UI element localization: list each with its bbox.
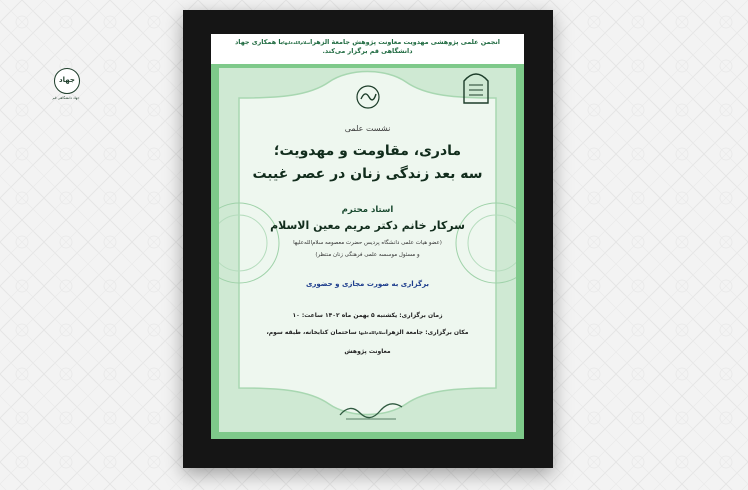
organizer-department: معاونت پژوهش xyxy=(344,348,391,355)
event-mode: برگزاری به صورت مجازی و حضوری xyxy=(305,280,430,288)
header-line-2: دانشگاهی قم برگزار می‌کند. xyxy=(322,47,413,55)
speaker-affiliation-1: (عضو هیات علمی دانشگاه پردیس حضرت معصومه سلام‌الله‌علیها xyxy=(293,240,442,246)
jahad-logo: جهاد xyxy=(54,68,80,94)
ornament-arch xyxy=(219,68,516,432)
event-type: نشست علمی xyxy=(344,124,391,133)
header-band xyxy=(211,34,524,64)
speaker-affiliation-2: و مسئول موسسه علمی فرهنگی زنان منتظر) xyxy=(315,252,420,258)
event-title-line-1: مادری، مقاومت و مهدویت؛ xyxy=(273,143,462,159)
jahad-logo-caption: جهاد دانشگاهی قم xyxy=(52,96,80,100)
event-title-line-2: سه بعد زندگی زنان در عصر غیبت xyxy=(252,166,483,182)
header-line-1: انجمن علمی پژوهشی مهدویت معاونت پژوهش جامعة الزهراسلام‌الله‌علیهابا همکاری جهاد xyxy=(235,38,500,46)
speaker-honorific: استاد محترم xyxy=(341,205,394,215)
speaker-name: سرکار خانم دکتر مریم معین الاسلام xyxy=(270,219,465,232)
event-place: مکان برگزاری: جامعة الزهراسلام‌الله‌علیها ساختمان کتابخانه، طبقه سوم، xyxy=(266,329,469,336)
calligraphy-signature xyxy=(336,397,406,423)
inner-panel xyxy=(219,68,516,432)
mahdaviat-logo xyxy=(355,84,381,110)
jamiat-alzahra-logo xyxy=(460,67,492,105)
event-time: زمان برگزاری: یکشنبه ۵ بهمن ماه ۱۴۰۲ ساعت: ۱۰ xyxy=(292,312,443,319)
